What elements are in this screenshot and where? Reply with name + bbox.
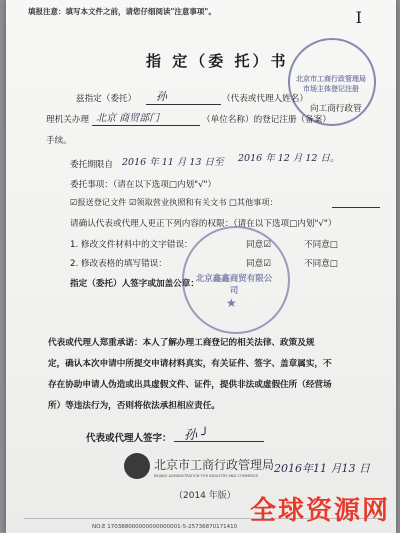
confirm-label: 请确认代表或代理人更正下列内容的权限：（请在以下选项□内划"√"） [70,219,337,229]
footer-edition: （2014 年版） [174,491,236,501]
confirm-item-2-disagree: 不同意□ [304,259,338,269]
sign-date: 2016年11 月13 日 [274,462,370,475]
footer-english: BEIJING ADMINISTRATION FOR INDUSTRY AND COMMERCE [154,474,259,478]
document-sheet [6,0,396,533]
matters-options: ☑报送登记文件 ☑领取营业执照和有关文书 □其他事项： [70,197,278,207]
company-stamp-text: 北京鑫鑫商贸有限公司 [195,274,273,296]
document-number: NO.E 170388000000000000001-5-25736870171410 [92,524,238,530]
designation-line2-mid: （单位名称）的登记注册（备案） [202,115,331,125]
confirm-item-1-disagree: 不同意□ [304,240,338,250]
document-title: 指 定（委 托）书 [146,52,289,70]
designation-authority: 向工商行政管 [310,104,362,114]
matters-label: 委托事项：（请在以下选项□内划"√"） [70,180,217,190]
agent-name-handwritten: 孙 [156,90,167,103]
corner-mark: I [355,8,362,27]
confirm-item-1: 1. 修改文件材料中的文字错误： [70,240,193,250]
commitment-line-1: 代表或代理人郑重承诺：本人了解办理工商登记的相关法律、政策及规 [48,338,315,348]
period-label: 委托期限自 [70,160,113,170]
commitment-line-3: 存在协助申请人伪造或出具虚假文件、证件，提供非法或虚假住所（经营场 [48,380,332,390]
commitment-line-2: 定，确认本次申请中所提交申请材料真实，有关证件、签字、盖章属实，不 [48,359,332,369]
confirm-item-1-agree: 同意☑ [246,240,271,250]
agent-signature: 孙 ╯ [184,428,209,443]
watermark: 全球资源网 [249,496,390,526]
top-stamp-text: 北京市工商行政管理局 市场主体登记注册 [296,75,366,93]
emblem-icon [124,453,150,479]
period-start: 2016 年 11 月 13 日至 [122,157,224,168]
agent-sign-label: 代表或代理人签字： [86,433,172,444]
unit-handwritten: 北京 商贸部门 [96,113,160,124]
designation-line2-prefix: 理机关办理 [46,115,89,125]
confirm-item-2: 2. 修改表格的填写错误： [70,259,167,269]
confirm-item-2-agree: 同意☑ [246,259,271,269]
signature-label: 指定（委托）人签字或加盖公章： [70,279,199,289]
designation-line3: 手续。 [46,136,72,146]
header-note: 填报注意：填写本文件之前，请您仔细阅读"注意事项"。 [28,7,216,16]
period-end: 2016 年 12 月 12 日。 [238,153,340,164]
commitment-line-4: 所）等违法行为，否则将依法承担相应责任。 [48,401,220,411]
footer-org: 北京市工商行政管理局 [154,458,275,472]
stamp-star-icon: ★ [226,296,237,310]
designation-mid: （代表或代理人姓名） [222,94,308,104]
designation-prefix: 兹指定（委托） [76,94,137,104]
